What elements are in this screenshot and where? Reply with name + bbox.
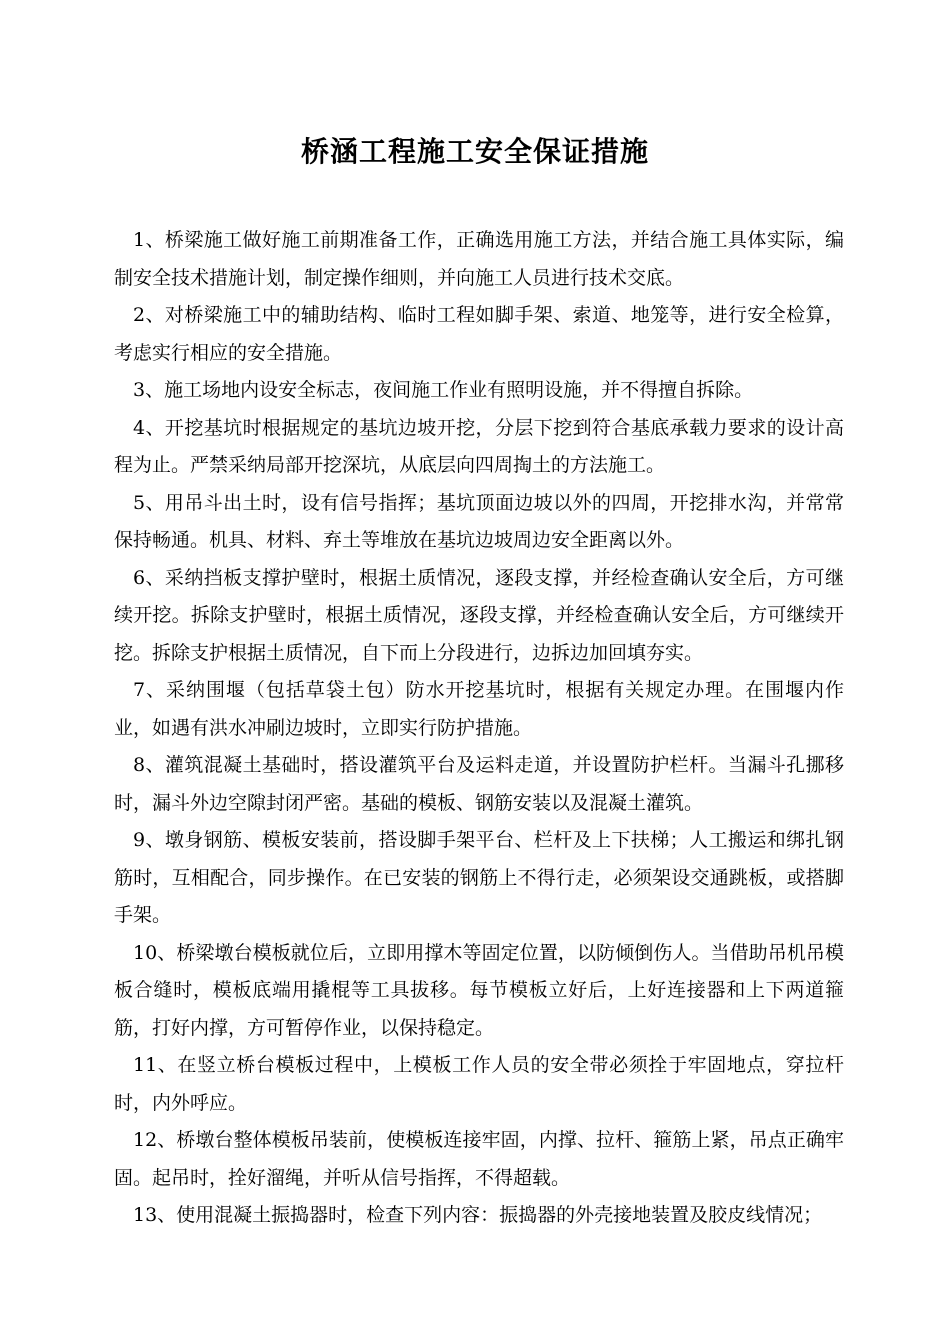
paragraph-3: 3、施工场地内设安全标志，夜间施工作业有照明设施，并不得擅自拆除。 — [133, 379, 754, 401]
paragraph-11: 11、在竖立桥台模板过程中，上模板工作人员的安全带必须拴于牢固地点，穿拉杆时，内外呼应。 — [114, 1054, 844, 1114]
document-body — [114, 222, 844, 1235]
paragraph-4: 4、开挖基坑时根据规定的基坑边坡开挖，分层下挖到符合基底承载力要求的设计高程为止。严禁采纳局部开挖深坑，从底层向四周掏土的方法施工。 — [114, 416, 844, 476]
paragraph-9: 9、墩身钢筋、模板安装前，搭设脚手架平台、栏杆及上下扶梯；人工搬运和绑扎钢筋时，互相配合，同步操作。在已安装的钢筋上不得行走，必须架设交通跳板，或搭脚手架。 — [114, 829, 844, 926]
paragraph-5: 5、用吊斗出土时，设有信号指挥；基坑顶面边坡以外的四周，开挖排水沟，并常常保持畅通。机具、材料、弃土等堆放在基坑边坡周边安全距离以外。 — [114, 491, 844, 551]
paragraph-7: 7、采纳围堰（包括草袋土包）防水开挖基坑时，根据有关规定办理。在围堰内作业，如遇有洪水冲刷边坡时，立即实行防护措施。 — [114, 679, 844, 739]
document-title: 桥涵工程施工安全保证措施 — [300, 135, 649, 168]
paragraph-2: 2、对桥梁施工中的辅助结构、临时工程如脚手架、索道、地笼等，进行安全检算，考虑实行相应的安全措施。 — [114, 304, 844, 364]
paragraph-1: 1、桥梁施工做好施工前期准备工作，正确选用施工方法，并结合施工具体实际，编制安全技术措施计划，制定操作细则，并向施工人员进行技术交底。 — [114, 229, 844, 289]
paragraph-13: 13、使用混凝土振捣器时，检查下列内容：振捣器的外壳接地装置及胶皮线情况； — [133, 1204, 823, 1226]
paragraph-10: 10、桥梁墩台模板就位后，立即用撑木等固定位置，以防倾倒伤人。当借助吊机吊模板合缝时，模板底端用撬棍等工具拔移。每节模板立好后，上好连接器和上下两道箍筋，打好内撑，方可暂停作业，以保持稳定。 — [114, 941, 844, 1039]
paragraph-8: 8、灌筑混凝土基础时，搭设灌筑平台及运料走道，并设置防护栏杆。当漏斗孔挪移时，漏斗外边空隙封闭严密。基础的模板、钢筋安装以及混凝土灌筑。 — [114, 754, 844, 814]
paragraph-6: 6、采纳挡板支撑护壁时，根据土质情况，逐段支撑，并经检查确认安全后，方可继续开挖。拆除支护壁时，根据土质情况，逐段支撑，并经检查确认安全后，方可继续开挖。拆除支护根据土质情况，自下而上分段进行，边拆边加回填夯实。 — [114, 566, 844, 664]
paragraph-12: 12、桥墩台整体模板吊装前，使模板连接牢固，内撑、拉杆、箍筋上紧，吊点正确牢固。起吊时，拴好溜绳，并听从信号指挥，不得超载。 — [114, 1129, 844, 1189]
